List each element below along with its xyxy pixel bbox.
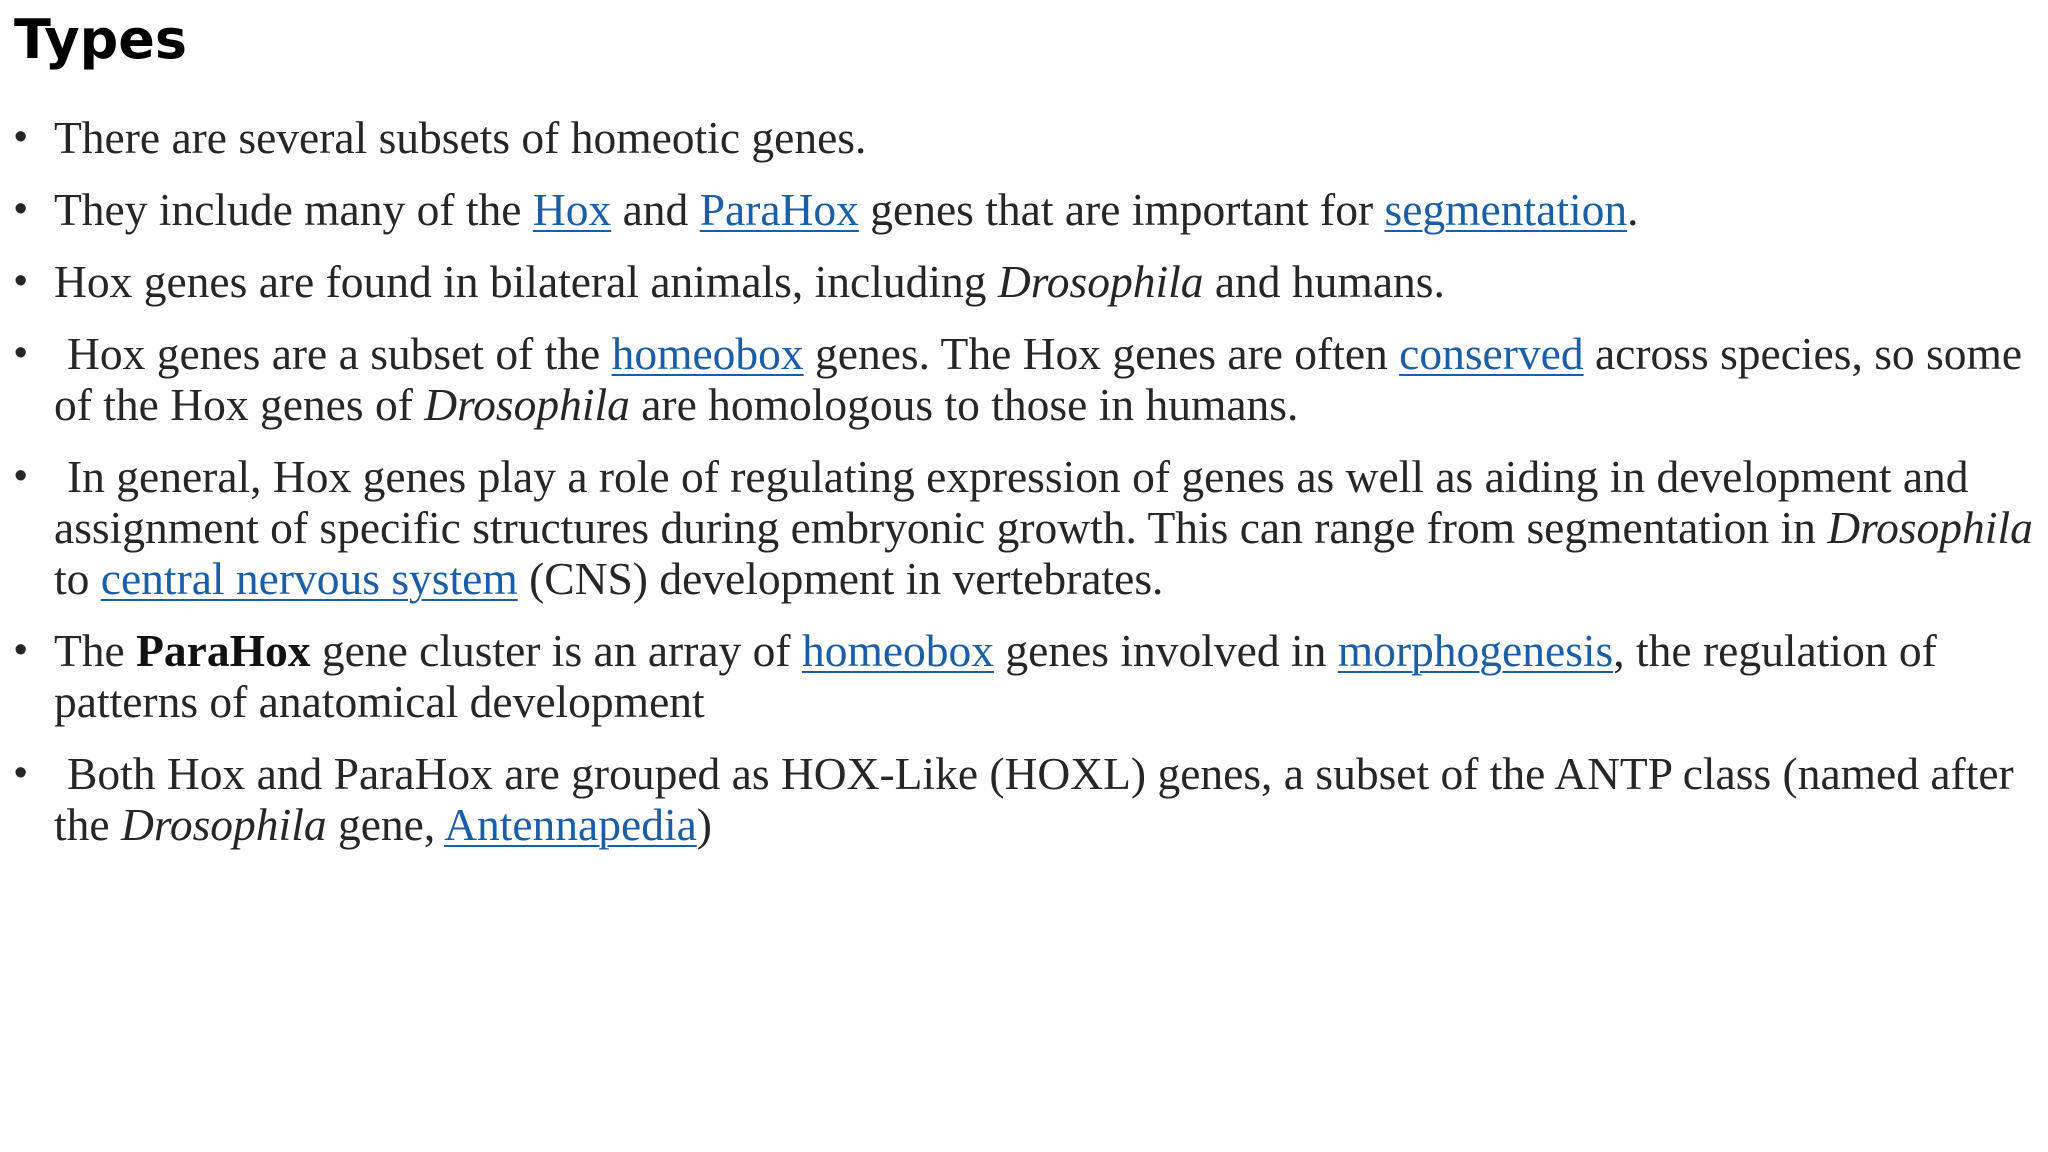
link-hox[interactable]: Hox (532, 184, 612, 235)
link-morphogenesis[interactable]: morphogenesis (1337, 625, 1614, 676)
bullet-text: , the regulation of patterns of anatomical development (54, 625, 1937, 727)
bullet-dot-icon: • (14, 188, 28, 230)
bullet-text: In general, Hox genes play a role of regulating expression of genes as well as aiding in development and assignment of specific structures during embryonic growth. This can range from segmentation in (54, 451, 1969, 553)
bullet-item-bilateral (0, 256, 2040, 307)
bullet-text: Hox genes are a subset of the (67, 328, 612, 379)
link-central-nervous-system[interactable]: central nervous system (100, 553, 518, 604)
bullet-list (0, 112, 2040, 871)
bullet-text: and humans. (1203, 256, 1445, 307)
bullet-text: gene cluster is an array of (310, 625, 802, 676)
bullet-text: The (54, 625, 137, 676)
bullet-dot-icon: • (14, 116, 28, 158)
bold-term: ParaHox (136, 625, 311, 676)
italic-term: Drosophila (1827, 502, 2033, 553)
bullet-dot-icon: • (14, 752, 28, 794)
bullet-text: gene, (326, 799, 445, 850)
link-homeobox[interactable]: homeobox (611, 328, 804, 379)
italic-term: Drosophila (997, 256, 1204, 307)
bullet-dot-icon: • (14, 260, 28, 302)
bullet-text: Hox genes are found in bilateral animals, including (54, 256, 998, 307)
link-segmentation[interactable]: segmentation (1384, 184, 1628, 235)
bullet-item-homeobox-subset (0, 328, 2040, 430)
bullet-dot-icon: • (14, 332, 28, 374)
bullet-text: genes that are important for (858, 184, 1385, 235)
bullet-text: . (1627, 184, 1639, 235)
bullet-item-hoxl (0, 748, 2040, 850)
bullet-text: Both Hox and ParaHox are grouped as HOX-Like (HOXL) genes, a subset of the ANTP class (named after the (54, 748, 2014, 850)
link-homeobox[interactable]: homeobox (801, 625, 995, 676)
link-antennapedia[interactable]: Antennapedia (444, 799, 697, 850)
italic-term: Drosophila (120, 799, 327, 850)
bullet-text: ) (696, 799, 712, 850)
bullet-item-subsets (0, 112, 2040, 163)
bullet-dot-icon: • (14, 629, 28, 671)
bullet-text: genes. The Hox genes are often (803, 328, 1400, 379)
bullet-text: They include many of the (54, 184, 533, 235)
italic-term: Drosophila (424, 379, 630, 430)
bullet-item-parahox-cluster (0, 625, 2040, 727)
link-parahox[interactable]: ParaHox (699, 184, 859, 235)
bullet-item-hox-parahox (0, 184, 2040, 235)
link-conserved[interactable]: conserved (1399, 328, 1584, 379)
bullet-dot-icon: • (14, 455, 28, 497)
bullet-text: and (611, 184, 700, 235)
slide-title: Types (14, 8, 188, 71)
bullet-text: genes involved in (994, 625, 1338, 676)
bullet-text: to (54, 553, 101, 604)
bullet-text: There are several subsets of homeotic genes. (54, 112, 867, 163)
bullet-text: (CNS) development in vertebrates. (517, 553, 1164, 604)
bullet-item-role (0, 451, 2040, 604)
bullet-text: are homologous to those in humans. (629, 379, 1299, 430)
bullet-text: across species, so some of the Hox genes of (54, 328, 2023, 430)
